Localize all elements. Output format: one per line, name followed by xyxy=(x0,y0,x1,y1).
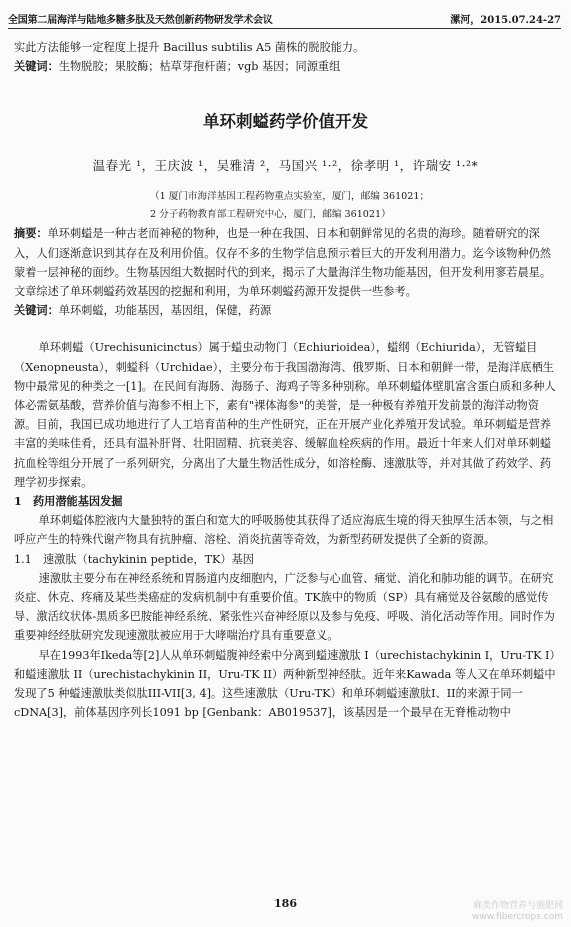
section-1-paragraph: 单环刺螠体腔液内大量独特的蛋白和宽大的呼吸肠使其获得了适应海底生境的得天独厚生活本领，与之相呼应产生的特殊代谢产物具有抗肿瘤、溶栓、消炎抗菌等奇效，为新型药研发提供了全新的资源。 xyxy=(14,514,554,547)
keywords xyxy=(14,301,557,320)
watermark xyxy=(472,901,563,923)
section-1-1-paragraph-2: 早在1993年Ikeda等[2]人从单环刺螠腹神经索中分离到螠速激肽 I（urechistachykinin I，Uru-TK I）和螠速激肽 II（urechistachykinin II，Uru-TK II）两种新型神经肽。近年来Kawada 等人又在单环刺螠中发现了5 种螠速激肽类似肽III-VII[3, 4]。这些速激肽（Uru-TK）和单环刺螠速激肽I、II的来源于同一cDNA[3]，前体基因序列长1091 bp [Genbank：AB019537]，该基因是一个最早在无脊椎动物中 xyxy=(14,648,556,720)
page-body xyxy=(14,38,557,722)
running-header xyxy=(8,6,561,29)
abstract-text: 单环刺螠是一种古老而神秘的物种，也是一种在我国、日本和朝鲜常见的名贵的海珍。随着研究的深入，人们逐渐意识到其存在及利用价值。仅存不多的生物学信息预示着巨大的开发利用潜力。迄今该物种仍然蒙着一层神秘的面纱。生物基因组大数据时代的到来，揭示了大量海洋生物功能基因，但开发利用寥若晨星。文章综述了单环刺螠药效基因的挖掘和利用，为单环刺螠药源开发提供一些参考。 xyxy=(14,227,552,299)
keywords-text: 单环刺螠，功能基因，基因组，保健，药源 xyxy=(58,304,272,318)
section-1-1-paragraph-1: 速激肽主要分布在神经系统和胃肠道内皮细胞内，广泛参与心血管、痛觉、消化和肺功能的调节。在研究炎症、休克、疼痛及某些类癌症的发病机制中有重要价值。TK族中的物质（SP）具有痛觉及谷氨酸的感觉传导、激活纹状体-黑质多巴胺能神经系统、紧张性兴奋神经原以及参与免疫、呼吸、消化活动等作用。同时作为重要神经经肽研究发现速激肽被应用于大哮喘治疗具有重要意义。 xyxy=(14,571,555,643)
intro-paragraph: 单环刺螠（Urechisunicinctus）属于螠虫动物门（Echiurioidea），螠纲（Echiurida），无管螠目（Xenopneusta），刺螠科（Urchidae），主要分布于我国渤海湾、俄罗斯、日本和朝鲜一带，是海洋底栖生物中最常见的种类之一[1]。在民间有海肠、海肠子、海鸡子等多种别称。单环刺螠体壁肌富含蛋白质和多种人体必需氨基酸，营养价值与海参不相上下，素有"裸体海参"的美誉，是一种极有养殖开发前景的海洋动物资源。目前，我国已成功地进行了人工培育苗种的生产性研究，正在开展产业化养殖开发试验。单环刺螠是营养丰富的美味佳肴，还具有温补肝肾、壮阳固精、抗衰美容、缓解血栓疾病的作用。最近十年来人们对单环刺螠抗血栓等组分开展了一系列研究，分离出了大量生物活性成分，如溶栓酶、速激肽等，并对其做了药效学、药理学初步探索。 xyxy=(14,341,556,489)
section-1-heading: 1 药用潜能基因发掘 xyxy=(14,494,123,509)
watermark-line-1: 麻类作物营养与施肥网 xyxy=(472,901,563,911)
keywords-label: 关键词： xyxy=(14,59,59,74)
author-list: 温春光 ¹，王庆波 ¹，吴雅清 ²，马国兴 ¹·²，徐孝明 ¹，许瑞安 ¹·²* xyxy=(92,158,479,174)
abstract xyxy=(14,224,557,301)
affiliations xyxy=(14,188,557,224)
keywords-text: 生物脱胶；果胶酶；枯草芽孢杆菌；vgb 基因；同源重组 xyxy=(58,60,341,74)
previous-keywords xyxy=(14,57,557,76)
previous-abstract-tail: 实此方法能够一定程度上提升 Bacillus subtilis A5 菌株的脱胶能力。 xyxy=(14,41,365,54)
affiliation-1: （1 厦门市海洋基因工程药物重点实验室，厦门，邮编 361021； xyxy=(150,191,430,203)
page-number: 186 xyxy=(274,897,297,910)
watermark-line-2: www.fibercrops.com xyxy=(472,912,563,922)
affiliation-2: 2 分子药物教育部工程研究中心，厦门，邮编 361021） xyxy=(150,209,391,221)
paper-title: 单环刺螠药学价值开发 xyxy=(203,112,368,132)
section-1-1-heading: 1.1 速激肽（tachykinin peptide，TK）基因 xyxy=(14,552,254,566)
location-date: 漯河，2015.07.24-27 xyxy=(450,15,561,26)
abstract-label: 摘要： xyxy=(14,226,48,241)
conference-name: 全国第二届海洋与陆地多糖多肽及天然创新药物研发学术会议 xyxy=(8,15,273,26)
keywords-label: 关键词： xyxy=(14,303,59,318)
